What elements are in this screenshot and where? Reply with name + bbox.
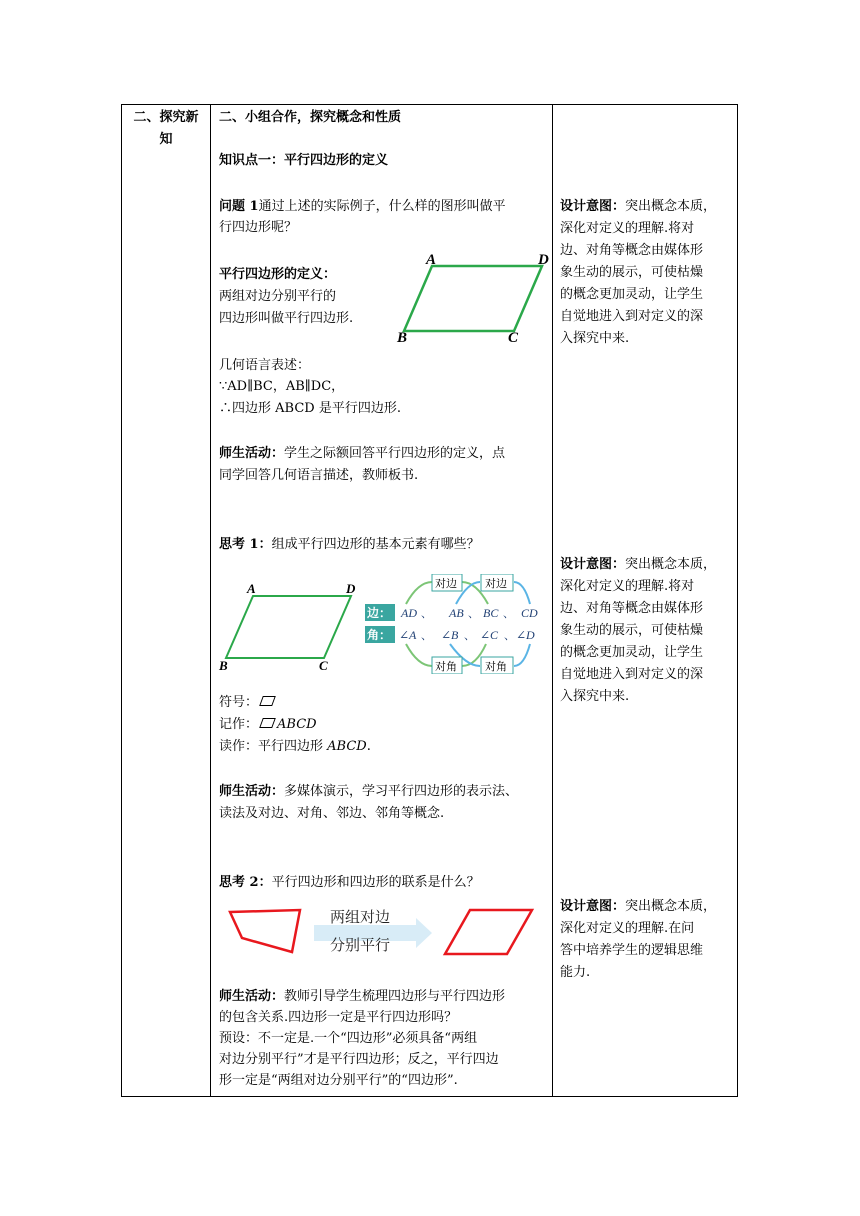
- design-intent-1-line7: 入探究中来.: [560, 331, 630, 346]
- activity-3-line2: 的包含关系.四边形一定是平行四边形吗？: [219, 1010, 458, 1025]
- stage-label-line2: 知: [159, 132, 173, 147]
- angle-item: ∠C: [480, 628, 499, 642]
- vertex-label: C: [508, 330, 519, 344]
- elements-diagram: [218, 574, 548, 674]
- vertex-label: D: [538, 252, 549, 268]
- activity-1-line2: 同学回答几何语言描述，教师板书.: [219, 468, 419, 483]
- side-item: CD: [521, 606, 538, 620]
- reading-line: 读作：平行四边形 ABCD.: [219, 739, 371, 754]
- jiao-label: 角：: [367, 628, 392, 642]
- design-intent-2-line5: 的概念更加灵动，让学生: [560, 645, 704, 660]
- geo-line2: ∴四边形 ABCD 是平行四边形.: [219, 401, 401, 416]
- section-title: 二、小组合作，探究概念和性质: [219, 110, 402, 125]
- activity-3-line1: 师生活动：教师引导学生梳理四边形与平行四边形: [219, 989, 506, 1004]
- vertex-label: D: [346, 581, 356, 596]
- symbol-line: 符号：: [219, 693, 274, 713]
- vertex-label: B: [397, 330, 408, 344]
- think-1: 思考 1：组成平行四边形的基本元素有哪些？: [219, 537, 480, 552]
- activity-3-line5: 形一定是“两组对边分别平行”的“四边形”.: [219, 1073, 458, 1088]
- parallelogram-symbol-icon: [259, 718, 276, 728]
- geo-line1: ∵AD∥BC，AB∥DC，: [219, 379, 345, 394]
- lesson-table: [121, 104, 738, 1097]
- design-intent-3-line3: 答中培养学生的逻辑思维: [560, 943, 704, 958]
- activity-3-line4: 对边分别平行”才是平行四边形；反之，平行四边: [219, 1052, 499, 1067]
- separator: 、: [421, 608, 432, 620]
- activity-3-line3: 预设：不一定是.一个“四边形”必须具备“两组: [219, 1031, 478, 1046]
- design-intent-2-line3: 边、对角等概念由媒体形: [560, 601, 704, 616]
- angle-item: ∠D: [516, 628, 535, 642]
- design-intent-3-line1: 设计意图：突出概念本质，: [560, 899, 717, 914]
- question-1-line2: 行四边形呢？: [219, 220, 298, 235]
- design-intent-1-line1: 设计意图：突出概念本质，: [560, 199, 717, 214]
- column-divider: [210, 105, 211, 1096]
- dui-bian-label: 对边: [485, 577, 507, 590]
- dui-bian-label: 对边: [435, 577, 457, 590]
- dui-jiao-label: 对角: [485, 660, 507, 673]
- vertex-label: B: [219, 658, 228, 673]
- design-intent-1-line2: 深化对定义的理解.将对: [560, 221, 695, 236]
- separator: 、: [421, 630, 432, 642]
- definition-line1: 两组对边分别平行的: [219, 289, 337, 304]
- notation-line: 记作： ABCD: [219, 717, 317, 732]
- question-1-line1: 问题 1通过上述的实际例子，什么样的图形叫做平: [219, 199, 506, 214]
- dui-jiao-label: 对角: [435, 660, 457, 673]
- angle-item: ∠B: [441, 628, 459, 642]
- geo-title: 几何语言表述：: [219, 358, 311, 373]
- design-intent-1-line4: 象生动的展示，可使枯燥: [560, 265, 704, 280]
- design-intent-3-line4: 能力.: [560, 965, 591, 980]
- stage-label-line1: 二、探究新: [133, 110, 199, 125]
- separator: 、: [464, 630, 475, 642]
- quadrilateral-diagram: [220, 900, 540, 966]
- design-intent-1-line3: 边、对角等概念由媒体形: [560, 243, 704, 258]
- separator: 、: [504, 630, 515, 642]
- design-intent-3-line2: 深化对定义的理解.在问: [560, 921, 695, 936]
- definition-line2: 四边形叫做平行四边形.: [219, 311, 354, 326]
- vertex-label: A: [426, 252, 437, 268]
- bian-label: 边：: [367, 606, 392, 620]
- design-intent-2-line2: 深化对定义的理解.将对: [560, 579, 695, 594]
- think-2: 思考 2：平行四边形和四边形的联系是什么？: [219, 875, 480, 890]
- design-intent-2-line6: 自觉地进入到对定义的深: [560, 667, 704, 682]
- separator: 、: [503, 608, 514, 620]
- activity-1-line1: 师生活动：学生之际额回答平行四边形的定义，点: [219, 446, 506, 461]
- side-item: AD: [401, 606, 417, 620]
- angle-item: ∠A: [399, 628, 417, 642]
- design-intent-2-line7: 入探究中来.: [560, 689, 630, 704]
- arrow-label-line1: 两组对边: [330, 908, 391, 926]
- arrow-label-line2: 分别平行: [330, 936, 391, 954]
- vertex-label: A: [247, 581, 256, 596]
- definition-title: 平行四边形的定义：: [219, 267, 337, 282]
- vertex-label: C: [319, 658, 328, 673]
- activity-2-line1: 师生活动：多媒体演示，学习平行四边形的表示法、: [219, 784, 519, 799]
- side-item: BC: [483, 606, 499, 620]
- design-intent-2-line1: 设计意图：突出概念本质，: [560, 557, 717, 572]
- separator: 、: [468, 608, 479, 620]
- design-intent-1-line6: 自觉地进入到对定义的深: [560, 309, 704, 324]
- design-intent-2-line4: 象生动的展示，可使枯燥: [560, 623, 704, 638]
- knowledge-point-title: 知识点一：平行四边形的定义: [219, 153, 389, 168]
- side-item: AB: [449, 606, 464, 620]
- parallelogram-symbol-icon: [259, 696, 276, 706]
- activity-2-line2: 读法及对边、对角、邻边、邻角等概念.: [219, 806, 445, 821]
- parallelogram-diagram: [390, 248, 560, 344]
- design-intent-1-line5: 的概念更加灵动，让学生: [560, 287, 704, 302]
